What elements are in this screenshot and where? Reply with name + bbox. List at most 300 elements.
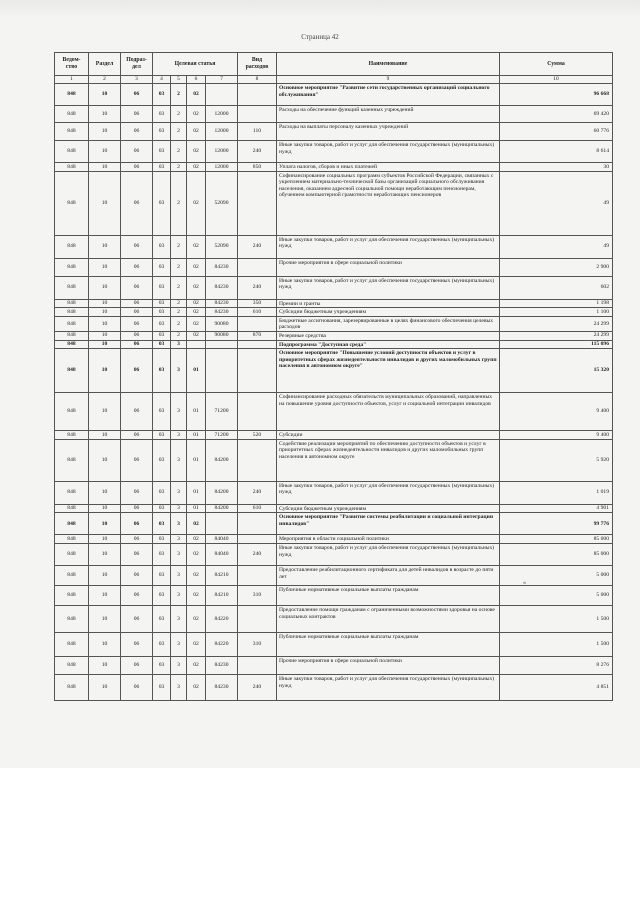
cell-section: 10 [89,632,121,656]
cell-subsection: 06 [121,308,153,317]
cell-activity: 02 [187,565,206,585]
cell-sum: 9 400 [500,393,613,431]
cell-direction: 71200 [206,431,238,440]
cell-name: Иные закупки товаров, работ и услуг для обеспечения государственных (муниципальных) нужд [277,674,500,700]
cell-sum: 1 198 [500,299,613,308]
cell-department: 848 [55,106,89,123]
header-target-article: Целевая статья [153,53,238,76]
cell-name: Содействие реализации мероприятий по обеспечению доступности объектов и услуг в приоритетных сферах жизнедеятельности инвалидов и других маломобильных групп населения в автономном округе [277,439,500,481]
cell-name: Иные закупки товаров, работ и услуг для обеспечения государственных (муниципальных) нужд [277,276,500,299]
cell-activity: 01 [187,431,206,440]
cell-direction: 84210 [206,565,238,585]
cell-direction: 84200 [206,481,238,504]
cell-activity: 01 [187,439,206,481]
cell-sum: 96 668 [500,84,613,106]
page-label: Страница 42 [301,33,339,41]
cell-program: 03 [153,299,171,308]
cell-subsection: 06 [121,535,153,544]
cell-subprogram: 3 [171,656,187,674]
cell-direction: 84040 [206,535,238,544]
cell-expense-type [238,171,277,235]
cell-subsection: 06 [121,331,153,340]
cell-department: 848 [55,565,89,585]
cell-direction: 52090 [206,171,238,235]
cell-activity: 02 [187,171,206,235]
cell-subsection: 06 [121,481,153,504]
cell-subsection: 06 [121,585,153,605]
cell-activity [187,340,206,349]
cell-program: 03 [153,535,171,544]
cell-direction [206,513,238,535]
table-row [55,393,613,431]
cell-name: Бюджетные ассигнования, зарезервированные в целях финансового обеспечения целевых расходов [277,316,500,331]
cell-name: Предоставление реабилитационного сертификата для детей инвалидов в возрасте до пяти лет [277,565,500,585]
cell-activity: 02 [187,106,206,123]
table-row [55,674,613,700]
cell-program: 03 [153,439,171,481]
cell-section: 10 [89,349,121,393]
cell-name: Мероприятия в области социальной политики [277,535,500,544]
cell-program: 03 [153,513,171,535]
cell-section: 10 [89,431,121,440]
cell-program: 03 [153,171,171,235]
table-row [55,439,613,481]
cell-subprogram: 3 [171,393,187,431]
cell-department: 848 [55,235,89,258]
cell-department: 848 [55,340,89,349]
cell-subprogram: 2 [171,84,187,106]
cell-sum: 85 000 [500,535,613,544]
table-row [55,543,613,565]
cell-section: 10 [89,565,121,585]
cell-subprogram: 3 [171,504,187,513]
cell-expense-type [238,84,277,106]
cell-sum: 30 [500,163,613,172]
cell-sum: 99 776 [500,513,613,535]
cell-sum: 115 096 [500,340,613,349]
scan-top-edge [0,0,640,18]
cell-subsection: 06 [121,513,153,535]
cell-program: 03 [153,340,171,349]
budget-table [54,52,613,701]
cell-name: Иные закупки товаров, работ и услуг для обеспечения государственных (муниципальных) нужд [277,141,500,163]
table-row [55,504,613,513]
cell-department: 848 [55,585,89,605]
cell-subprogram: 2 [171,276,187,299]
cell-name: Софинансирование социальных программ субъектов Российской Федерации, связанных с укреплением материально-технической базы организаций социального обслуживания населения, оказанием адресной социальной помощи неработающим пенсионерам, обучением компьютерной грамотности неработающих пенсионеров [277,171,500,235]
cell-department: 848 [55,276,89,299]
cell-sum: 49 [500,235,613,258]
cell-sum: 8 276 [500,656,613,674]
cell-subprogram: 2 [171,106,187,123]
cell-program: 03 [153,308,171,317]
cell-subsection: 06 [121,276,153,299]
cell-department: 848 [55,543,89,565]
table-row [55,585,613,605]
cell-program: 03 [153,674,171,700]
cell-subsection: 06 [121,171,153,235]
index-cell: 2 [89,76,121,84]
cell-program: 03 [153,276,171,299]
cell-subprogram: 3 [171,605,187,632]
cell-department: 848 [55,123,89,141]
cell-sum: 1 500 [500,632,613,656]
index-cell: 7 [206,76,238,84]
cell-department: 848 [55,632,89,656]
index-cell: 3 [121,76,153,84]
cell-subsection: 06 [121,504,153,513]
cell-subsection: 06 [121,106,153,123]
cell-department: 848 [55,504,89,513]
cell-direction: 84220 [206,605,238,632]
cell-subprogram: 2 [171,299,187,308]
cell-expense-type [238,535,277,544]
cell-section: 10 [89,481,121,504]
cell-activity: 02 [187,163,206,172]
cell-activity: 01 [187,393,206,431]
cell-section: 10 [89,605,121,632]
cell-subprogram: 2 [171,235,187,258]
cell-section: 10 [89,393,121,431]
cell-activity: 02 [187,299,206,308]
cell-sum: 5 000 [500,565,613,585]
cell-section: 10 [89,106,121,123]
cell-expense-type: 610 [238,504,277,513]
cell-subprogram: 2 [171,258,187,276]
cell-program: 03 [153,504,171,513]
cell-program: 03 [153,349,171,393]
table-row [55,632,613,656]
cell-expense-type: 240 [238,543,277,565]
cell-subsection: 06 [121,565,153,585]
cell-activity: 02 [187,656,206,674]
cell-section: 10 [89,84,121,106]
cell-subprogram: 3 [171,431,187,440]
cell-section: 10 [89,308,121,317]
cell-name: Подпрограмма "Доступная среда" [277,340,500,349]
cell-subsection: 06 [121,656,153,674]
cell-expense-type: 350 [238,299,277,308]
cell-expense-type [238,513,277,535]
cell-name: Расходы на выплаты персоналу казенных учреждений [277,123,500,141]
cell-activity: 01 [187,481,206,504]
cell-program: 03 [153,543,171,565]
column-index-row [55,76,613,84]
cell-subsection: 06 [121,340,153,349]
cell-name: Иные закупки товаров, работ и услуг для обеспечения государственных (муниципальных) нужд [277,235,500,258]
cell-direction: 84230 [206,258,238,276]
index-cell: 9 [277,76,500,84]
cell-name: Софинансирование расходных обязательств муниципальных образований, направленных на повышение уровня доступности объектов, услуг и социальной интеграции инвалидов [277,393,500,431]
cell-name: Основное мероприятие "Развитие системы реабилитации и социальной интеграции инвалидов" [277,513,500,535]
cell-sum: 5 920 [500,439,613,481]
cell-name: Публичные нормативные социальные выплаты гражданам [277,585,500,605]
cell-activity: 02 [187,543,206,565]
cell-subprogram: 3 [171,481,187,504]
table-row [55,123,613,141]
table-row [55,535,613,544]
cell-activity: 02 [187,258,206,276]
cell-department: 848 [55,299,89,308]
table-row [55,513,613,535]
table-row [55,171,613,235]
cell-activity: 02 [187,513,206,535]
table-row [55,331,613,340]
cell-subsection: 06 [121,299,153,308]
cell-section: 10 [89,276,121,299]
cell-expense-type [238,439,277,481]
cell-subprogram: 3 [171,565,187,585]
cell-expense-type: 310 [238,632,277,656]
cell-direction [206,340,238,349]
cell-expense-type [238,656,277,674]
cell-sum: 2 900 [500,258,613,276]
cell-section: 10 [89,235,121,258]
cell-program: 03 [153,331,171,340]
cell-direction [206,84,238,106]
cell-department: 848 [55,674,89,700]
cell-sum: 4 851 [500,674,613,700]
cell-sum: 4 901 [500,504,613,513]
cell-department: 848 [55,316,89,331]
cell-expense-type [238,605,277,632]
table-row [55,340,613,349]
cell-subsection: 06 [121,393,153,431]
cell-activity: 01 [187,504,206,513]
cell-sum: 15 320 [500,349,613,393]
cell-name: Субсидии бюджетным учреждениям [277,308,500,317]
cell-expense-type: 240 [238,674,277,700]
cell-program: 03 [153,163,171,172]
cell-program: 03 [153,656,171,674]
cell-direction: 84230 [206,674,238,700]
cell-subprogram: 3 [171,349,187,393]
cell-subprogram: 3 [171,632,187,656]
cell-section: 10 [89,171,121,235]
table-row [55,431,613,440]
cell-subsection: 06 [121,84,153,106]
table-row [55,106,613,123]
cell-subsection: 06 [121,123,153,141]
table-row [55,308,613,317]
cell-direction: 84230 [206,299,238,308]
cell-expense-type: 240 [238,141,277,163]
cell-direction: 90080 [206,331,238,340]
cell-program: 03 [153,316,171,331]
header-section: Раздел [89,53,121,76]
cell-expense-type [238,565,277,585]
cell-sum: 1 019 [500,481,613,504]
cell-activity: 02 [187,276,206,299]
cell-program: 03 [153,605,171,632]
cell-department: 848 [55,513,89,535]
cell-subsection: 06 [121,141,153,163]
cell-department: 848 [55,171,89,235]
cell-section: 10 [89,331,121,340]
table-row [55,565,613,585]
cell-expense-type [238,349,277,393]
cell-sum: 8 614 [500,141,613,163]
cell-program: 03 [153,431,171,440]
cell-expense-type [238,316,277,331]
cell-department: 848 [55,84,89,106]
cell-program: 03 [153,84,171,106]
cell-name: Предоставление помощи гражданам с ограниченными возможностями здоровья на основе социальных контрактов [277,605,500,632]
cell-section: 10 [89,123,121,141]
cell-activity: 02 [187,316,206,331]
header-sum: Сумма [500,53,613,76]
cell-expense-type: 520 [238,431,277,440]
cell-direction: 71200 [206,393,238,431]
header-department: Ведом-ство [55,53,89,76]
cell-section: 10 [89,141,121,163]
table-body [55,76,613,701]
cell-subprogram: 2 [171,123,187,141]
cell-name: Основное мероприятие "Повышение условий доступности объектов и услуг в приоритетных сферах жизнедеятельности инвалидов и других маломобильных групп населения в автономном округе" [277,349,500,393]
cell-subprogram: 2 [171,316,187,331]
cell-sum: 24 299 [500,316,613,331]
cell-program: 03 [153,565,171,585]
cell-activity: 02 [187,674,206,700]
cell-name: Прочие мероприятия в сфере социальной политики [277,656,500,674]
cell-subsection: 06 [121,163,153,172]
cell-subprogram: 3 [171,439,187,481]
cell-department: 848 [55,439,89,481]
table-row [55,349,613,393]
cell-direction [206,349,238,393]
cell-activity: 02 [187,585,206,605]
table-header [55,53,613,76]
cell-subsection: 06 [121,543,153,565]
header-expense-type: Вид расходов [238,53,277,76]
cell-section: 10 [89,439,121,481]
cell-sum: 49 [500,171,613,235]
cell-subsection: 06 [121,431,153,440]
cell-subprogram: 2 [171,331,187,340]
cell-expense-type [238,393,277,431]
cell-name: Публичные нормативные социальные выплаты гражданам [277,632,500,656]
cell-department: 848 [55,535,89,544]
cell-activity: 02 [187,235,206,258]
cell-program: 03 [153,258,171,276]
cell-direction: 90080 [206,316,238,331]
index-cell: 5 [171,76,187,84]
cell-section: 10 [89,258,121,276]
cell-department: 848 [55,605,89,632]
cell-direction: 12000 [206,141,238,163]
cell-name: Иные закупки товаров, работ и услуг для обеспечения государственных (муниципальных) нужд [277,481,500,504]
cell-name: Субсидии бюджетным учреждениям [277,504,500,513]
cell-sum: 24 299 [500,331,613,340]
table-row [55,605,613,632]
cell-program: 03 [153,141,171,163]
cell-subprogram: 3 [171,674,187,700]
index-cell: 10 [500,76,613,84]
cell-program: 03 [153,632,171,656]
cell-expense-type [238,258,277,276]
cell-subsection: 06 [121,439,153,481]
cell-department: 848 [55,331,89,340]
cell-direction: 84230 [206,656,238,674]
cell-sum: 9 400 [500,431,613,440]
cell-expense-type [238,340,277,349]
cell-direction: 52090 [206,235,238,258]
table-row [55,316,613,331]
table-row [55,481,613,504]
cell-sum: 1 100 [500,308,613,317]
cell-sum: 85 000 [500,543,613,565]
cell-department: 848 [55,349,89,393]
cell-program: 03 [153,585,171,605]
cell-activity: 02 [187,632,206,656]
cell-subsection: 06 [121,674,153,700]
cell-department: 848 [55,258,89,276]
cell-subprogram: 3 [171,585,187,605]
cell-expense-type: 240 [238,481,277,504]
cell-section: 10 [89,340,121,349]
cell-direction: 84200 [206,504,238,513]
cell-section: 10 [89,504,121,513]
cell-subprogram: 2 [171,163,187,172]
cell-direction: 12000 [206,163,238,172]
cell-expense-type: 610 [238,308,277,317]
cell-direction: 84210 [206,585,238,605]
cell-subsection: 06 [121,316,153,331]
cell-section: 10 [89,163,121,172]
cell-name: Иные закупки товаров, работ и услуг для обеспечения государственных (муниципальных) нужд [277,543,500,565]
cell-subprogram: 3 [171,340,187,349]
cell-department: 848 [55,481,89,504]
table-row [55,299,613,308]
cell-sum: 602 [500,276,613,299]
cell-department: 848 [55,308,89,317]
cell-subsection: 06 [121,632,153,656]
cell-subsection: 06 [121,349,153,393]
cell-direction: 12000 [206,106,238,123]
cell-activity: 02 [187,331,206,340]
table-row [55,163,613,172]
cell-expense-type: 240 [238,276,277,299]
table-row [55,141,613,163]
cell-name: Премии и гранты [277,299,500,308]
cell-expense-type: 850 [238,163,277,172]
cell-department: 848 [55,431,89,440]
cell-name: Уплата налогов, сборов и иных платежей [277,163,500,172]
index-cell: 8 [238,76,277,84]
cell-subsection: 06 [121,605,153,632]
cell-activity: 02 [187,535,206,544]
cell-activity: 02 [187,605,206,632]
cell-department: 848 [55,163,89,172]
table-row [55,84,613,106]
cell-section: 10 [89,299,121,308]
cell-program: 03 [153,393,171,431]
cell-section: 10 [89,585,121,605]
cell-activity: 02 [187,123,206,141]
cell-sum: 69 420 [500,106,613,123]
cell-name: Прочие мероприятия в сфере социальной политики [277,258,500,276]
index-cell: 1 [55,76,89,84]
cell-subprogram: 2 [171,171,187,235]
table-row [55,258,613,276]
cell-activity: 02 [187,84,206,106]
cell-sum: 1 500 [500,605,613,632]
header-subsection: Подраз-дел [121,53,153,76]
cell-sum: 60 776 [500,123,613,141]
stray-mark: « [523,580,526,586]
cell-activity: 02 [187,308,206,317]
cell-program: 03 [153,481,171,504]
